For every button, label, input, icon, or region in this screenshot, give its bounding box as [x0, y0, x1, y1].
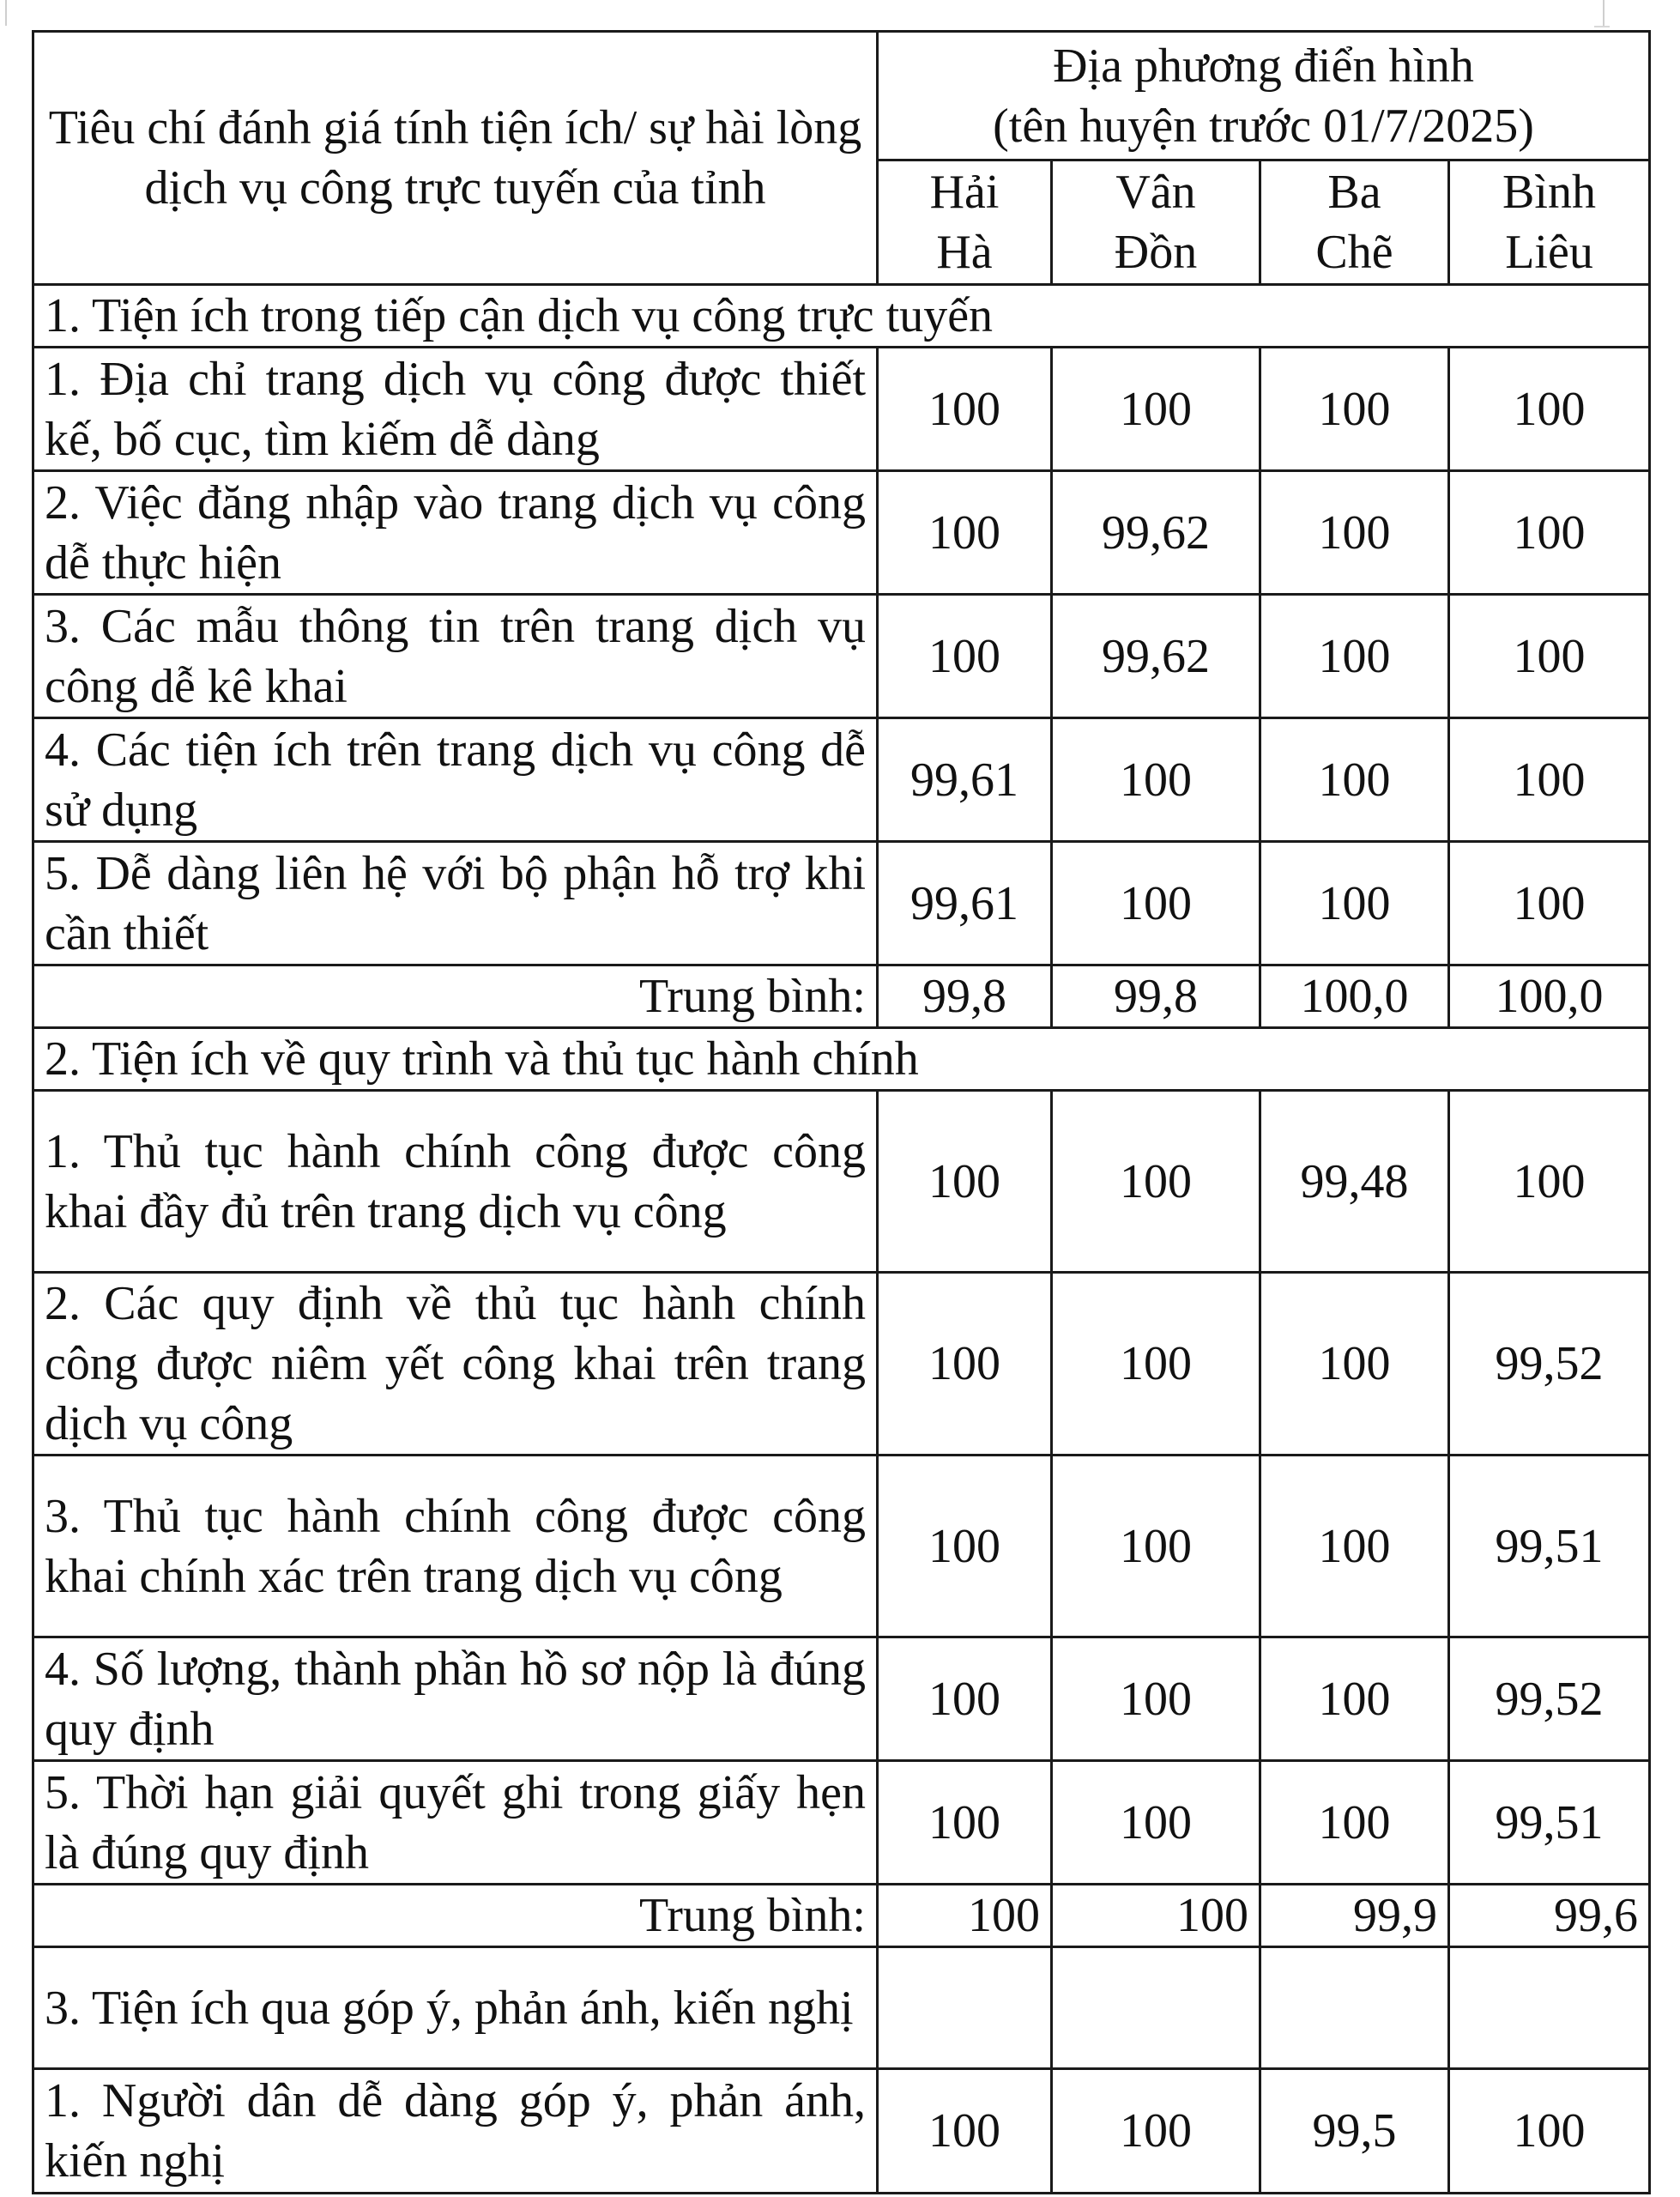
value-cell: 100 [878, 1091, 1052, 1273]
value-cell: 100 [1449, 718, 1650, 842]
value-cell: 99,61 [878, 718, 1052, 842]
value-cell: 100 [878, 1637, 1052, 1761]
value-cell: 99,52 [1449, 1273, 1650, 1456]
table-row [33, 1761, 1650, 1885]
column-header-line: Ba [1327, 166, 1381, 219]
value-cell: 99,51 [1449, 1761, 1650, 1885]
empty-cell [1449, 1947, 1650, 2069]
table-row [33, 1456, 1650, 1637]
value-cell: 100 [1449, 842, 1650, 965]
section-row [33, 285, 1650, 348]
empty-cell [1260, 1947, 1449, 2069]
value-cell: 100 [1260, 1456, 1449, 1637]
column-header-line: Chẽ [1315, 226, 1393, 279]
column-header-line: Vân [1115, 166, 1196, 219]
average-value: 99,6 [1449, 1885, 1650, 1947]
locality-group-header [878, 32, 1650, 160]
criterion-label: 5. Thời hạn giải quyết ghi trong giấy hẹn là đúng quy định [33, 1761, 878, 1885]
section-title: 1. Tiện ích trong tiếp cận dịch vụ công trực tuyến [33, 285, 1650, 348]
empty-cell [878, 1947, 1052, 2069]
value-cell: 100 [1052, 2069, 1260, 2194]
average-value: 100 [1052, 1885, 1260, 1947]
value-cell: 100 [1449, 471, 1650, 595]
criteria-header: Tiêu chí đánh giá tính tiện ích/ sự hài lòng dịch vụ công trực tuyến của tỉnh [33, 32, 878, 285]
column-header-line: Bình [1502, 166, 1596, 219]
criterion-label: 2. Các quy định về thủ tục hành chính công được niêm yết công khai trên trang dịch vụ công [33, 1273, 878, 1456]
value-cell: 99,62 [1052, 595, 1260, 718]
value-cell: 100 [1260, 348, 1449, 471]
value-cell: 100 [1260, 718, 1449, 842]
value-cell: 100 [1449, 1091, 1650, 1273]
value-cell: 100 [878, 348, 1052, 471]
value-cell: 100 [1052, 1637, 1260, 1761]
value-cell: 99,51 [1449, 1456, 1650, 1637]
section-row [33, 1947, 1650, 2069]
value-cell: 100 [1052, 1456, 1260, 1637]
table-row [33, 718, 1650, 842]
value-cell: 99,62 [1052, 471, 1260, 595]
value-cell: 100 [1260, 842, 1449, 965]
column-header-hai-ha [878, 160, 1052, 285]
value-cell: 100 [1260, 1761, 1449, 1885]
section-title: 3. Tiện ích qua góp ý, phản ánh, kiến nghị [33, 1947, 878, 2069]
average-value: 99,9 [1260, 1885, 1449, 1947]
table-row [33, 842, 1650, 965]
value-cell: 100 [1449, 348, 1650, 471]
average-value: 99,8 [1052, 965, 1260, 1028]
criterion-label: 1. Người dân dễ dàng góp ý, phản ánh, kiến nghị [33, 2069, 878, 2194]
value-cell: 100 [878, 1456, 1052, 1637]
evaluation-table [32, 30, 1651, 2194]
average-label: Trung bình: [33, 1885, 878, 1947]
criterion-label: 1. Thủ tục hành chính công được công khai đầy đủ trên trang dịch vụ công [33, 1091, 878, 1273]
average-value: 100,0 [1449, 965, 1650, 1028]
table-row [33, 1637, 1650, 1761]
value-cell: 100 [1052, 718, 1260, 842]
criterion-label: 1. Địa chỉ trang dịch vụ công được thiết kế, bố cục, tìm kiếm dễ dàng [33, 348, 878, 471]
value-cell: 100 [1449, 2069, 1650, 2194]
value-cell: 100 [1052, 1273, 1260, 1456]
table-row [33, 471, 1650, 595]
value-cell: 100 [1260, 1637, 1449, 1761]
section-title: 2. Tiện ích về quy trình và thủ tục hành chính [33, 1028, 1650, 1091]
value-cell: 100 [878, 2069, 1052, 2194]
locality-group-title: Địa phương điển hình [1053, 39, 1474, 93]
column-header-line: Liêu [1505, 226, 1593, 279]
page-corner [1594, 0, 1610, 27]
value-cell: 100 [1052, 348, 1260, 471]
column-header-line: Hà [936, 226, 993, 279]
column-header-van-don [1052, 160, 1260, 285]
value-cell: 100 [878, 595, 1052, 718]
criterion-label: 3. Thủ tục hành chính công được công khai chính xác trên trang dịch vụ công [33, 1456, 878, 1637]
table-row [33, 2069, 1650, 2194]
average-row [33, 1885, 1650, 1947]
column-header-line: Đồn [1114, 226, 1198, 279]
value-cell: 100 [1260, 1273, 1449, 1456]
criterion-label: 4. Các tiện ích trên trang dịch vụ công dễ sử dụng [33, 718, 878, 842]
value-cell: 100 [878, 1761, 1052, 1885]
locality-group-note: (tên huyện trước 01/7/2025) [993, 99, 1534, 153]
value-cell: 100 [1052, 842, 1260, 965]
value-cell: 100 [1449, 595, 1650, 718]
criterion-label: 5. Dễ dàng liên hệ với bộ phận hỗ trợ khi cần thiết [33, 842, 878, 965]
table-row [33, 348, 1650, 471]
table-row [33, 595, 1650, 718]
average-row [33, 965, 1650, 1028]
average-label: Trung bình: [33, 965, 878, 1028]
table-row [33, 1091, 1650, 1273]
value-cell: 100 [1260, 595, 1449, 718]
value-cell: 100 [1052, 1761, 1260, 1885]
section-row [33, 1028, 1650, 1091]
column-header-ba-che [1260, 160, 1449, 285]
value-cell: 99,52 [1449, 1637, 1650, 1761]
average-value: 100,0 [1260, 965, 1449, 1028]
page-edge [5, 0, 1604, 26]
average-value: 100 [878, 1885, 1052, 1947]
value-cell: 100 [878, 471, 1052, 595]
column-header-line: Hải [929, 166, 1000, 219]
criterion-label: 2. Việc đăng nhập vào trang dịch vụ công dễ thực hiện [33, 471, 878, 595]
value-cell: 100 [1052, 1091, 1260, 1273]
table-row [33, 1273, 1650, 1456]
criterion-label: 3. Các mẫu thông tin trên trang dịch vụ công dễ kê khai [33, 595, 878, 718]
value-cell: 99,61 [878, 842, 1052, 965]
average-value: 99,8 [878, 965, 1052, 1028]
column-header-binh-lieu [1449, 160, 1650, 285]
value-cell: 99,48 [1260, 1091, 1449, 1273]
value-cell: 99,5 [1260, 2069, 1449, 2194]
empty-cell [1052, 1947, 1260, 2069]
value-cell: 100 [878, 1273, 1052, 1456]
value-cell: 100 [1260, 471, 1449, 595]
header-row-1 [33, 32, 1650, 160]
criterion-label: 4. Số lượng, thành phần hồ sơ nộp là đúng quy định [33, 1637, 878, 1761]
